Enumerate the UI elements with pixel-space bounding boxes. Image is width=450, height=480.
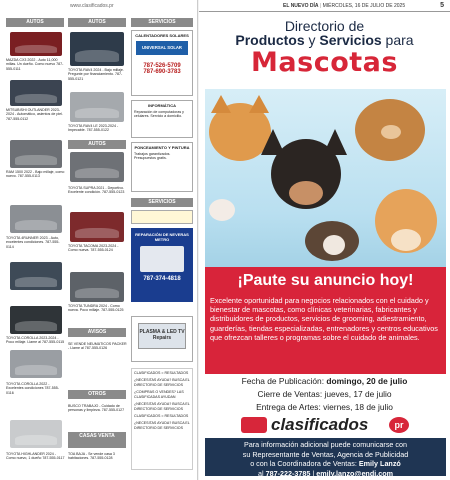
tv-repair-title: PLASMA & LED TV Repairs — [138, 323, 186, 349]
phone-number: 787-374-4818 — [143, 276, 181, 282]
ad-text: MITSUBISHI OUTLANDER 2023-2024 - Automático, asientos de piel. 787-555-0112 — [6, 108, 63, 121]
info-line: Para información adicional puede comunicarse con — [243, 440, 407, 449]
car-photo — [10, 205, 62, 233]
brand-logo: UNIVERSAL SOLAR PRODUCTS — [136, 41, 188, 55]
title-word-services: Servicios — [319, 32, 382, 48]
ad-text: TOYOTA 4RUNNER 2023 - Auto, excelentes condiciones. 787-555-0114 — [6, 236, 60, 248]
classifieds-promo-list — [131, 368, 193, 470]
newspaper-name: EL NUEVO DÍA — [283, 3, 319, 9]
title-line-2 — [199, 32, 450, 48]
title-connector: para — [381, 32, 414, 48]
classifieds-page — [0, 0, 198, 480]
ad-text: TOYOTA COROLLA 2023-2024 - Poco millaje. Llame al 787-555-0115 — [6, 336, 65, 345]
car-photo — [10, 306, 62, 334]
logo-word: clasificados — [271, 415, 369, 434]
section-heading-avisos: AVISOS — [68, 328, 126, 337]
tv-repair-ad — [131, 316, 193, 362]
car-photo — [10, 262, 62, 290]
pets-photo — [205, 89, 446, 267]
ad-text: TOYOTA RAV4 2024 - Bajo millaje. Pregunte por financiamiento. 787-555-0121 — [68, 68, 124, 81]
ad-text: TOYOTA SUPRA 2021 - Deportivo. Excelente condición. 787-555-0123 — [68, 186, 125, 195]
info-text: al — [257, 468, 266, 478]
title-word-products: Productos — [235, 32, 305, 48]
logo-icon — [241, 417, 267, 433]
car-photo — [10, 350, 62, 378]
contact-info-box — [205, 438, 446, 476]
car-photo — [70, 92, 124, 122]
white-hamster — [209, 199, 235, 221]
title-line-1: Directorio de — [284, 18, 365, 34]
ad-text: TOYOTA COROLLA 2022 - Excelentes condiciones 787-555-0116 — [6, 382, 59, 395]
info-separator: | — [310, 468, 317, 478]
ad-title: PONCEAMIENTO Y PINTURA — [134, 145, 190, 150]
page-number: 5 — [440, 2, 444, 9]
main-title: Mascotas — [251, 47, 398, 78]
phone-number: 787-690-3783 — [143, 69, 181, 75]
car-photo — [10, 80, 62, 106]
ad-text: TOA BAJA - Se vende casa 3 habitaciones. 787-555-0128 — [68, 452, 115, 461]
section-heading-autos: AUTOS — [6, 18, 64, 27]
dog-ear — [261, 129, 285, 155]
info-line — [205, 459, 446, 469]
page-header: EL NUEVO DÍA | MIÉRCOLES, 16 DE JULIO DE 2025 5 — [199, 0, 450, 12]
banner-body: Excelente oportunidad para negocios relacionados con el cuidado y bienestar de mascotas, como clínicas veterinarias, fabricantes y distribuidores de productos, servicios de grooming, adiestramiento, guarderías, tiendas especializadas, entrenadores y centros educativos que ofrezcan talleres o programas sobre el cuidado de animales. — [210, 296, 438, 342]
cat-ear — [211, 95, 231, 113]
section-heading-otros: OTROS — [68, 390, 126, 399]
section-heading-servicios: SERVICIOS — [131, 18, 193, 27]
section-heading-servicios: SERVICIOS — [131, 198, 193, 207]
ad-text: Trabajos garantizados. Presupuestos gratis. — [134, 152, 171, 161]
promo-line: ¿NECESITAS AYUDA? BUSCA EL DIRECTORIO DE SERVICIOS — [134, 378, 190, 387]
info-line — [205, 469, 446, 479]
promo-line: CLASIFICADOS = RESULTADOS — [134, 371, 189, 375]
car-photo — [70, 152, 124, 182]
guinea-pig-patch — [323, 235, 345, 255]
section-heading-autos: AUTOS — [68, 18, 126, 27]
title-connector: y — [304, 32, 320, 48]
advertise-banner — [205, 267, 446, 374]
promo-line: ¿COMPRAS O VENDES? LAS CLASIFICADAS AYUDAN — [134, 390, 184, 399]
ad-text: BUSCO TRABAJO - Cuidado de personas y limpieza. 787-555-0127 — [68, 404, 125, 413]
info-line: su Representante de Ventas, Agencia de Publicidad — [242, 449, 409, 459]
pub-date-value: domingo, 20 de julio — [326, 376, 408, 386]
issue-date: MIÉRCOLES, 16 DE JULIO DE 2025 — [322, 3, 406, 9]
ad-title: REPARACIÓN DE NEVERAS METRO — [135, 232, 189, 242]
solar-heater-ad — [131, 30, 193, 96]
pets-directory-page — [199, 0, 450, 480]
fridge-repair-ad — [131, 228, 193, 302]
ad-text: TOYOTA RAV4 LE 2023-2024 - Impecable. 787-555-0122 — [68, 124, 119, 133]
info-text: o con la Coordinadora de Ventas: — [250, 459, 359, 469]
ad-text: RAM 1500 2022 - Bajo millaje, como nuevo. 787-555-0113 — [6, 170, 65, 179]
body-paint-ad — [131, 142, 193, 192]
dog-muzzle — [381, 125, 401, 139]
ad-text: TOYOTA TACOMA 2023-2024 - Como nueva. 787-555-0124 — [68, 244, 119, 253]
ad-text: TOYOTA TUNDRA 2024 - Como nueva. Poco millaje. 787-555-0125 — [68, 304, 124, 313]
clasificados-logo — [241, 415, 411, 435]
sales-close-date: Cierre de Ventas: jueves, 17 de julio — [257, 389, 392, 399]
section-heading-autos: AUTOS — [68, 140, 126, 149]
contact-email[interactable]: emily.lanzo@endi.com — [316, 468, 393, 478]
cat-ear — [249, 95, 269, 113]
car-photo — [10, 32, 62, 56]
ad-text: SE VENDE NEUMÁTICOS PACKER - Llame al 787-555-0126 — [68, 342, 127, 351]
contact-phone[interactable]: 787-222-3785 — [265, 468, 311, 478]
pub-date-label: Fecha de Publicación: — [241, 376, 327, 386]
material-close-date: Entrega de Artes: viernes, 18 de julio — [256, 402, 393, 412]
computer-repair-ad — [131, 100, 193, 138]
fridge-image — [140, 246, 184, 272]
banner-title: ¡Paute su anuncio hoy! — [237, 272, 414, 289]
coordinator-name: Emily Lanzó — [358, 459, 401, 469]
promo-line: ¿NECESITAS AYUDA? BUSCA EL DIRECTORIO DE SERVICIOS — [134, 421, 190, 430]
dog-ear — [323, 129, 347, 155]
page-url: www.clasificados.pr — [70, 3, 114, 9]
car-photo — [70, 32, 124, 66]
ad-text: TOYOTA HIGHLANDER 2024 - Como nuevo, 1 dueño 787-555-0117 — [6, 452, 65, 461]
phone-number: 787-526-5709 — [143, 63, 181, 69]
kitten-chest — [391, 229, 421, 251]
car-photo — [70, 272, 124, 302]
ad-text: MAZDA CX3 2022 - Auto 11,000 millas. Un dueño. Como nuevo 787-555-0111 — [6, 58, 64, 70]
ad-title: CALENTADORES SOLARES — [135, 33, 189, 38]
promo-line: CLASIFICADOS = RESULTADOS — [134, 414, 189, 418]
ad-text: Reparación de computadoras y celulares. Servicio a domicilio. — [134, 110, 184, 119]
car-photo — [10, 420, 62, 448]
logo-pr-badge: pr — [389, 417, 409, 433]
dog-muzzle — [289, 181, 323, 205]
car-photo — [70, 212, 124, 242]
ad-title: INFORMÁTICA — [148, 103, 176, 108]
car-photo — [10, 140, 62, 168]
service-banner — [131, 210, 193, 224]
section-heading-casas-venta: CASAS VENTA — [68, 432, 126, 448]
publication-date — [199, 376, 450, 386]
promo-line: ¿NECESITAS AYUDA? BUSCA EL DIRECTORIO DE SERVICIOS — [134, 402, 190, 411]
